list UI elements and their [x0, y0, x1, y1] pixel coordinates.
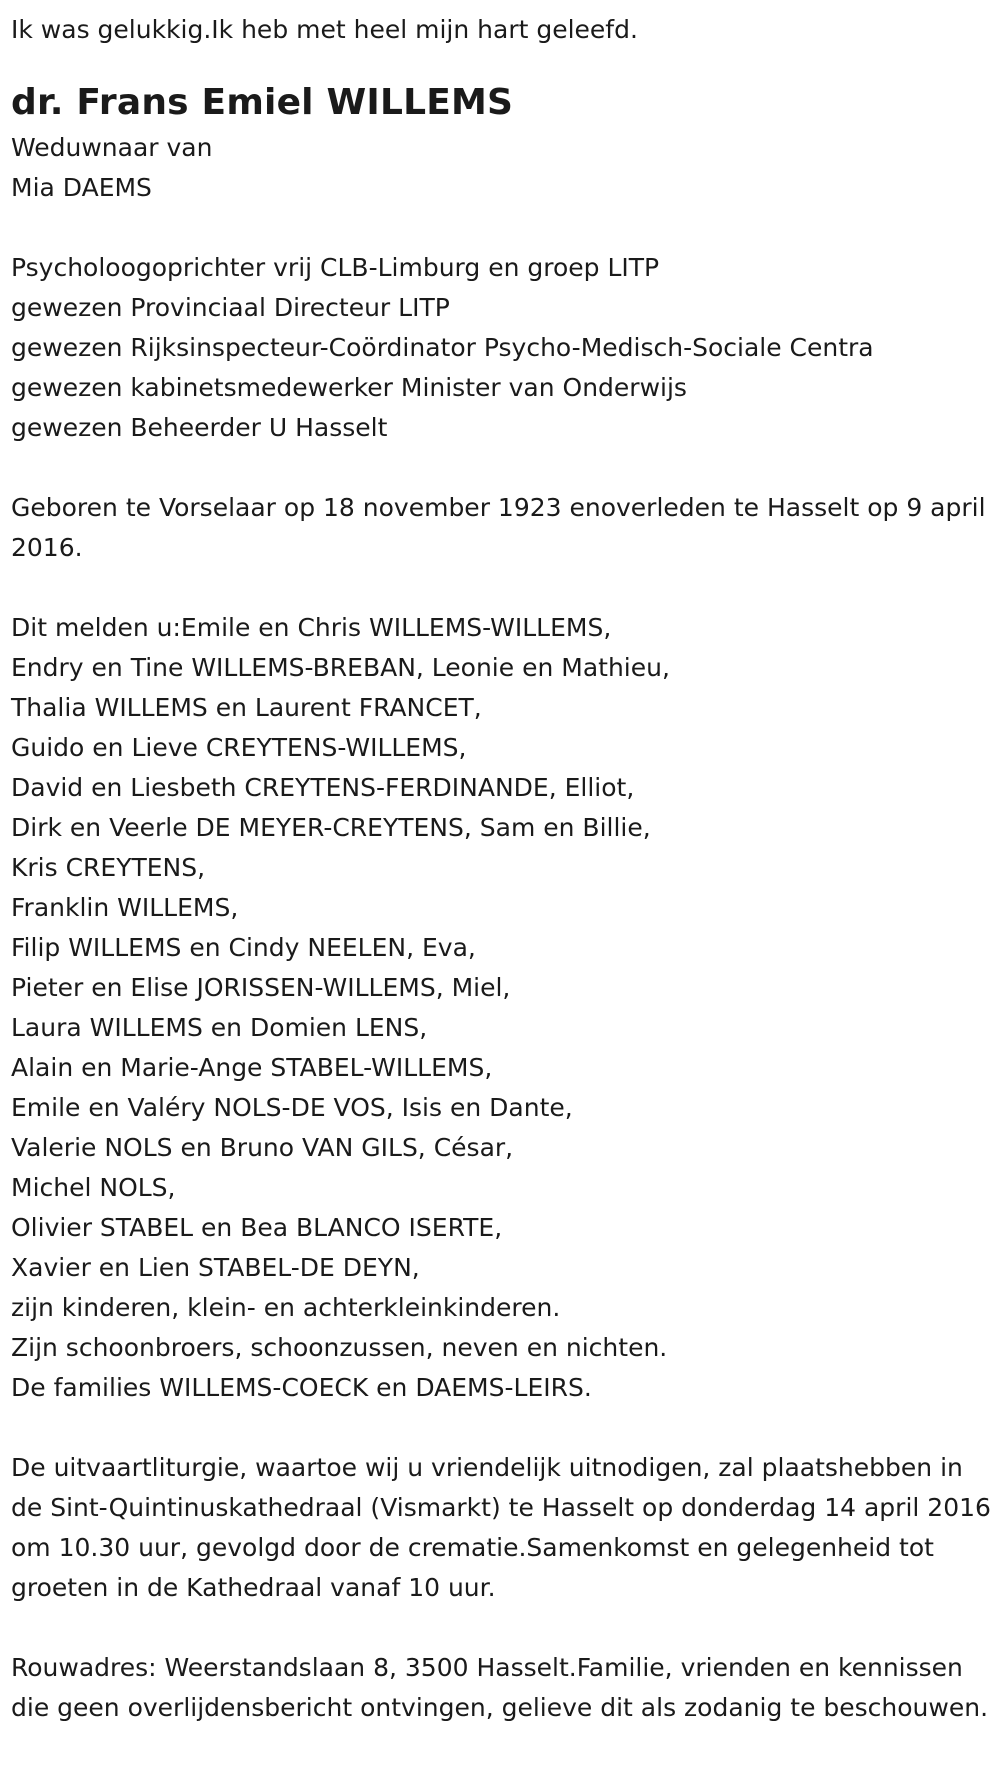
motto-text: Ik was gelukkig.Ik heb met heel mijn hart geleefd.: [11, 15, 638, 44]
birth-death-text: Geboren te Vorselaar op 18 november 1923 enoverleden te Hasselt op 9 april 2016.: [11, 493, 986, 562]
family-line: Pieter en Elise JORISSEN-WILLEMS, Miel,: [11, 973, 511, 1002]
function-line: gewezen Beheerder U Hasselt: [11, 413, 388, 442]
function-line: gewezen Rijksinspecteur-Coördinator Psycho-Medisch-Sociale Centra: [11, 333, 874, 362]
spacer: [11, 1608, 990, 1648]
family-line: Laura WILLEMS en Domien LENS,: [11, 1013, 428, 1042]
family-line: Kris CREYTENS,: [11, 853, 206, 882]
family-line: Xavier en Lien STABEL-DE DEYN,: [11, 1253, 420, 1282]
family-line: Franklin WILLEMS,: [11, 893, 239, 922]
family-list: [11, 608, 990, 1408]
function-line: gewezen kabinetsmedewerker Minister van Onderwijs: [11, 373, 687, 402]
family-line: Dit melden u:Emile en Chris WILLEMS-WILLEMS,: [11, 613, 612, 642]
family-line: zijn kinderen, klein- en achterkleinkinderen.: [11, 1293, 561, 1322]
family-line: De families WILLEMS-COECK en DAEMS-LEIRS.: [11, 1373, 592, 1402]
family-line: Olivier STABEL en Bea BLANCO ISERTE,: [11, 1213, 503, 1242]
funeral-text: De uitvaartliturgie, waartoe wij u vriendelijk uitnodigen, zal plaatshebben in de Sint-Quintinuskathedraal (Vismarkt) te Hasselt op donderdag 14 april 2016 om 10.30 uur, gevolgd door de crematie.Samenkomst en gelegenheid tot groeten in de Kathedraal vanaf 10 uur.: [11, 1453, 991, 1602]
spouse-block: [11, 128, 990, 208]
functions-list: [11, 248, 990, 448]
spacer: [11, 568, 990, 608]
address-text: Rouwadres: Weerstandslaan 8, 3500 Hasselt.Familie, vrienden en kennissen die geen overlijdensbericht ontvingen, gelieve dit als zodanig te beschouwen.: [11, 1653, 989, 1722]
family-line: Zijn schoonbroers, schoonzussen, neven en nichten.: [11, 1333, 668, 1362]
spouse-name: Mia DAEMS: [11, 173, 152, 202]
spouse-line: Weduwnaar van: [11, 133, 213, 162]
family-line: Thalia WILLEMS en Laurent FRANCET,: [11, 693, 482, 722]
spacer: [11, 208, 990, 248]
family-line: Filip WILLEMS en Cindy NEELEN, Eva,: [11, 933, 476, 962]
family-line: Emile en Valéry NOLS-DE VOS, Isis en Dante,: [11, 1093, 573, 1122]
family-line: Michel NOLS,: [11, 1173, 176, 1202]
family-line: David en Liesbeth CREYTENS-FERDINANDE, Elliot,: [11, 773, 635, 802]
family-line: Alain en Marie-Ange STABEL-WILLEMS,: [11, 1053, 493, 1082]
family-line: Valerie NOLS en Bruno VAN GILS, César,: [11, 1133, 514, 1162]
deceased-name: dr. Frans Emiel WILLEMS: [11, 82, 514, 123]
family-line: Dirk en Veerle DE MEYER-CREYTENS, Sam en Billie,: [11, 813, 651, 842]
family-line: Guido en Lieve CREYTENS-WILLEMS,: [11, 733, 467, 762]
spacer: [11, 1408, 990, 1448]
spacer: [11, 448, 990, 488]
function-line: gewezen Provinciaal Directeur LITP: [11, 293, 450, 322]
function-line: Psycholoogoprichter vrij CLB-Limburg en groep LITP: [11, 253, 660, 282]
family-line: Endry en Tine WILLEMS-BREBAN, Leonie en Mathieu,: [11, 653, 670, 682]
